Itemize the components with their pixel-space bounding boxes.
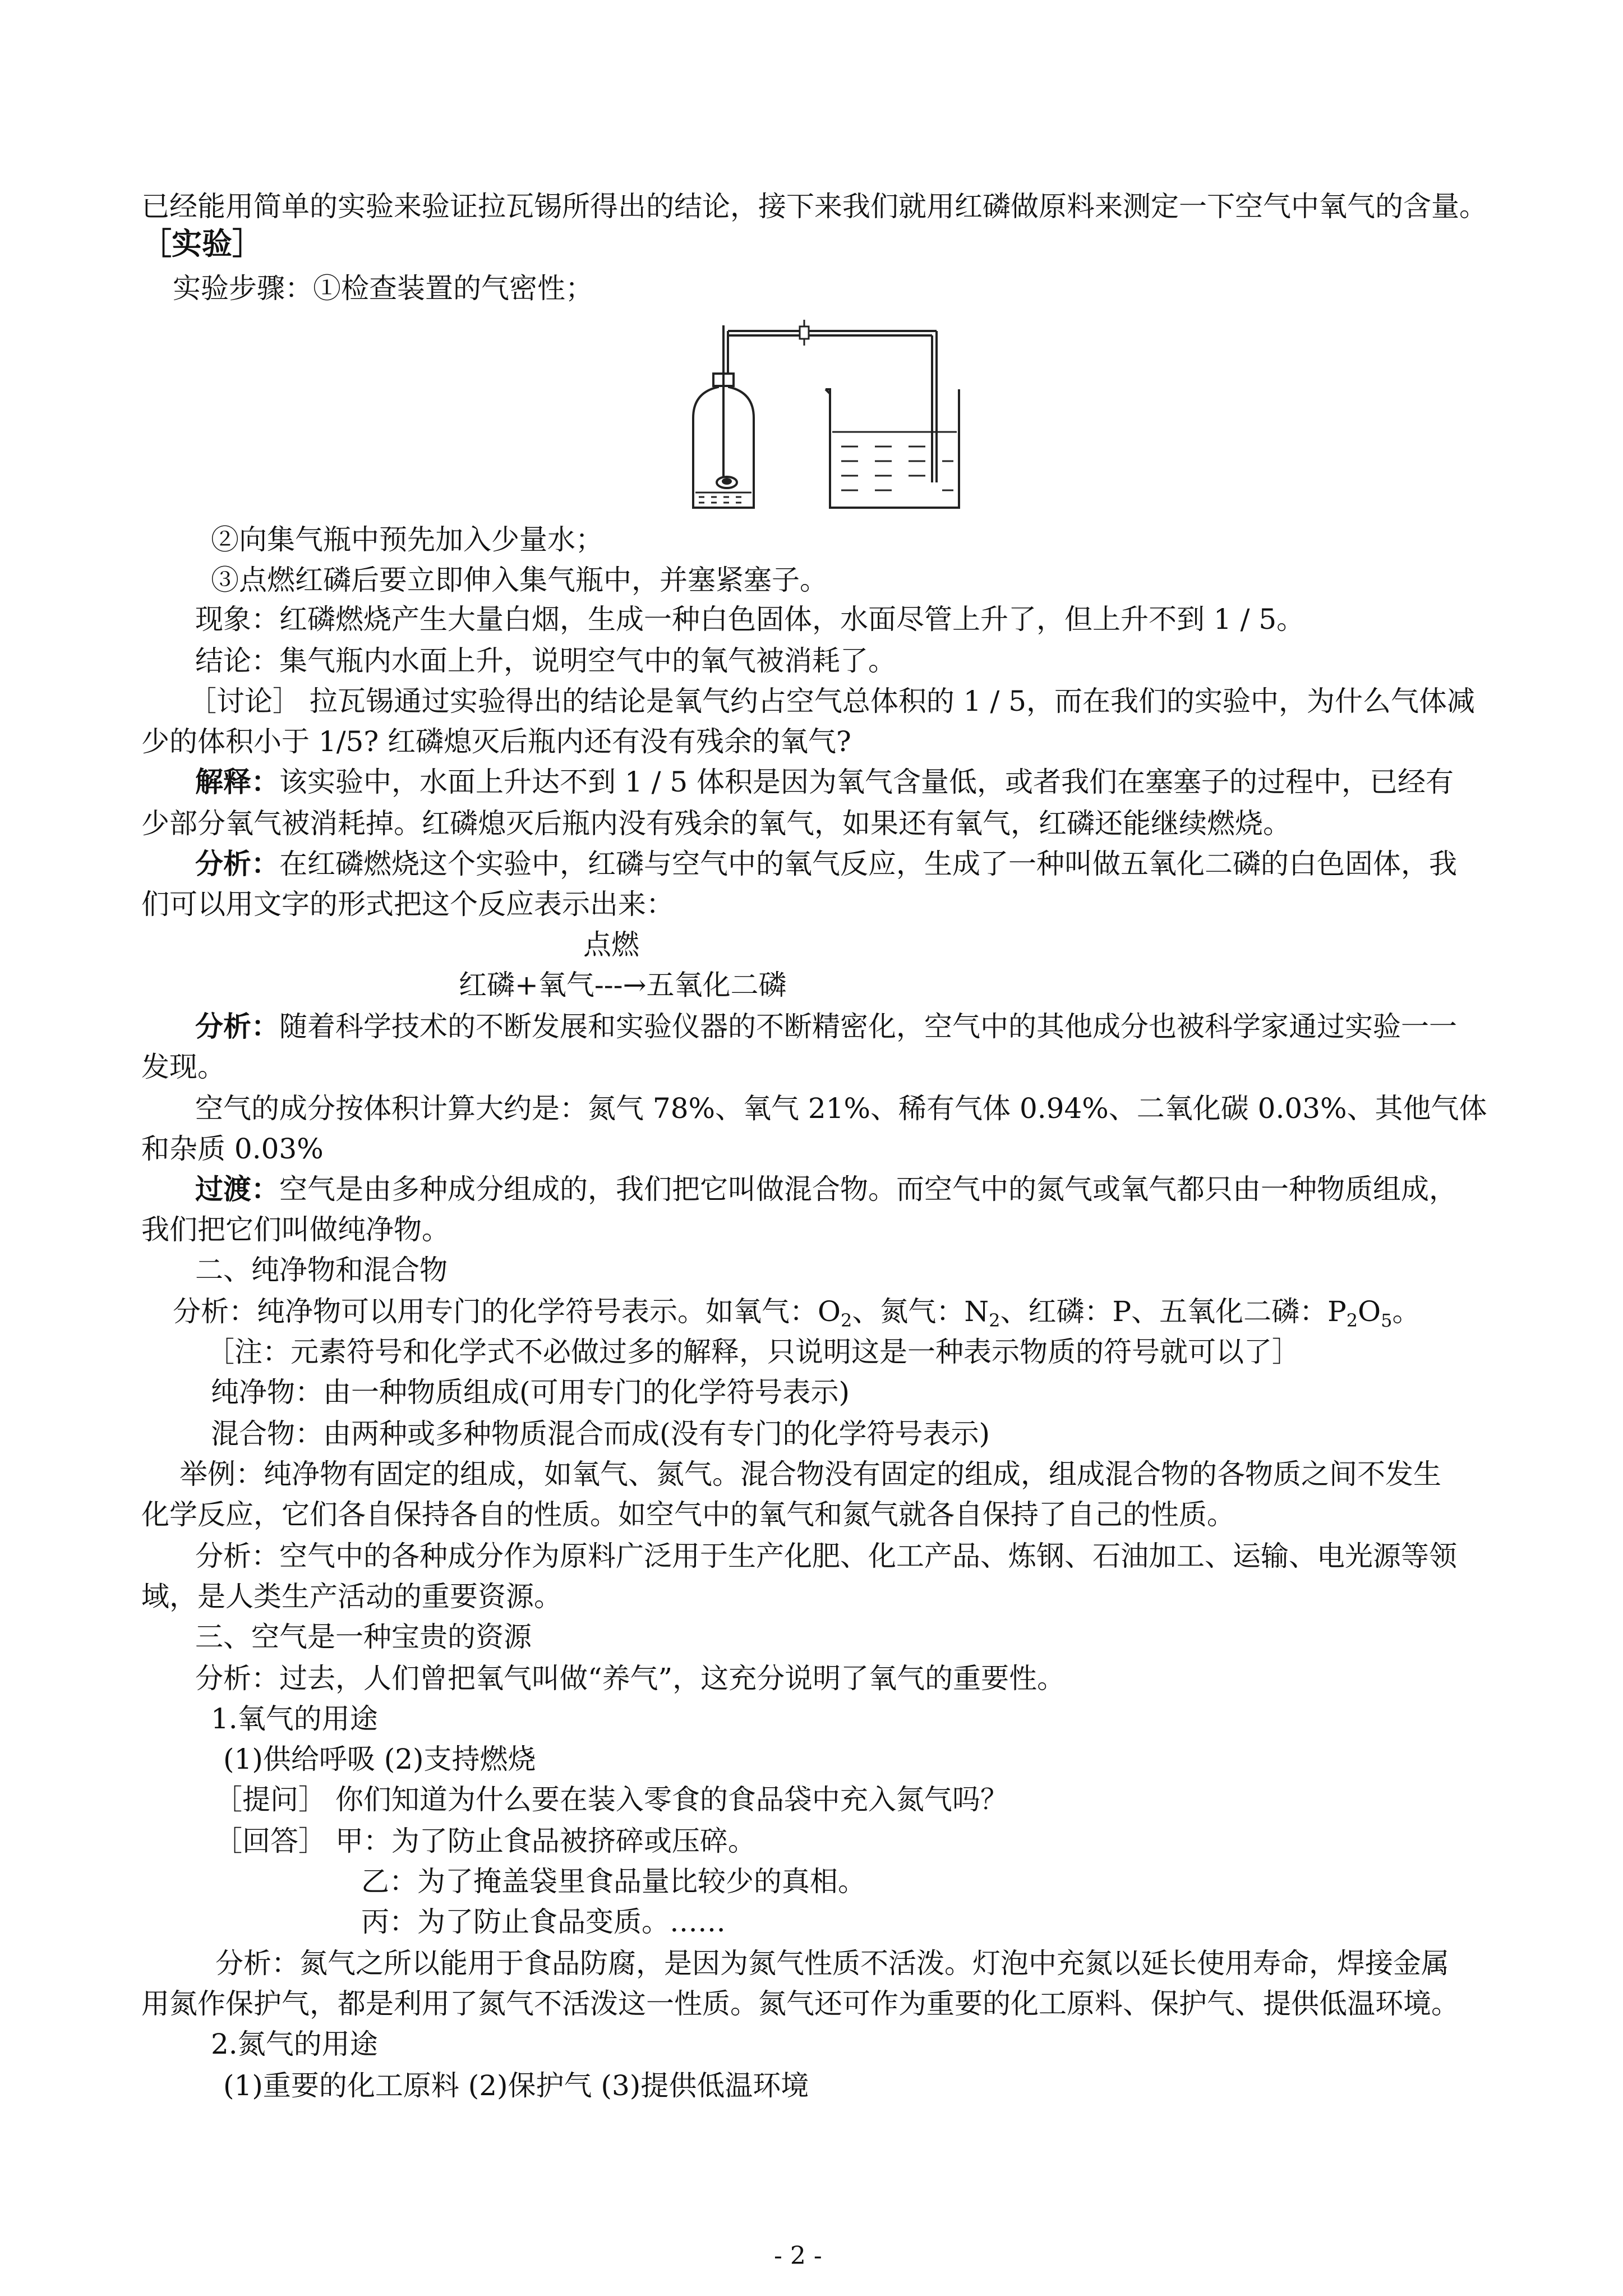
paragraph-line — [195, 1009, 1457, 1045]
paragraph-line: 分析：氮气之所以能用于食品防腐，是因为氮气性质不活泼。灯泡中充氮以延长使用寿命，焊接金属 — [215, 1947, 1449, 1980]
paragraph-line: 用氮作保护气，都是利用了氮气不活泼这一性质。氮气还可作为重要的化工原料、保护气、提供低温环境。 — [141, 1987, 1459, 2020]
subscript: 2 — [989, 1310, 1000, 1331]
explanation-label: 解释： — [195, 765, 279, 798]
apparatus-diagram — [679, 314, 970, 516]
paragraph-line — [195, 764, 1454, 800]
answer-line: 乙：为了掩盖袋里食品量比较少的真相。 — [361, 1865, 866, 1898]
paragraph-line — [195, 1171, 1457, 1207]
spoon-with-phosphorus — [717, 477, 737, 488]
paragraph-line: 少部分氧气被消耗掉。红磷熄灭后瓶内没有残余的氧气，如果还有氧气，红磷还能继续燃烧。 — [141, 807, 1291, 840]
analysis-label: 分析： — [195, 847, 279, 880]
transition-label: 过渡： — [195, 1172, 279, 1205]
paragraph-line: ［讨论］ 拉瓦锡通过实验得出的结论是氧气约占空气总体积的 1 / 5，而在我们的实验中，为什么气体减 — [188, 685, 1476, 717]
paragraph-line: 我们把它们叫做纯净物。 — [141, 1213, 450, 1246]
paragraph-line — [195, 846, 1457, 882]
paragraph-line: 分析：过去，人们曾把氧气叫做“养气”，这充分说明了氧气的重要性。 — [195, 1662, 1066, 1695]
paragraph-line: ③点燃红磷后要立即伸入集气瓶中，并塞紧塞子。 — [211, 564, 828, 596]
paragraph-line: 发现。 — [141, 1051, 225, 1083]
answer-line: ［回答］ 甲：为了防止食品被挤碎或压碎。 — [214, 1825, 756, 1857]
paragraph-line: 化学反应，它们各自保持各自的性质。如空气中的氧气和氮气就各自保持了自己的性质。 — [141, 1498, 1235, 1531]
paragraph-text: 在红磷燃烧这个实验中，红磷与空气中的氧气反应，生成了一种叫做五氧化二磷的白色固体，我 — [279, 848, 1457, 880]
paragraph-line: 实验步骤：①检查装置的气密性； — [173, 272, 593, 305]
answer-line: 丙：为了防止食品变质。…… — [361, 1906, 726, 1938]
paragraph-line: 举例：纯净物有固定的组成，如氧气、氮气。混合物没有固定的组成，组成混合物的各物质之间不发生 — [179, 1458, 1441, 1490]
page-number: - 2 - — [774, 2242, 822, 2270]
paragraph-line: 域，是人类生产活动的重要资源。 — [141, 1580, 562, 1613]
paragraph-line: 已经能用简单的实验来验证拉瓦锡所得出的结论，接下来我们就用红磷做原料来测定一下空气中氧气的含量。 — [141, 190, 1487, 223]
word-equation: 红磷+氧气---→五氧化二磷 — [459, 969, 787, 1001]
reaction-condition: 点燃 — [583, 928, 639, 961]
paragraph-text: O — [1358, 1295, 1381, 1328]
list-item: (1)供给呼吸 (2)支持燃烧 — [223, 1743, 536, 1775]
paragraph-text: 。 — [1392, 1295, 1421, 1328]
paragraph-line: 分析：空气中的各种成分作为原料广泛用于生产化肥、化工产品、炼钢、石油加工、运输、电光源等领 — [195, 1540, 1457, 1572]
list-item: (1)重要的化工原料 (2)保护气 (3)提供低温环境 — [223, 2069, 809, 2102]
paragraph-text: 随着科学技术的不断发展和实验仪器的不断精密化，空气中的其他成分也被科学家通过实验一一 — [279, 1010, 1457, 1043]
beaker-water — [832, 432, 957, 490]
analysis-label: 分析： — [195, 1010, 279, 1043]
subscript: 5 — [1381, 1310, 1393, 1331]
paragraph-text: 分析：纯净物可以用专门的化学符号表示。如氧气：O — [173, 1295, 841, 1328]
section-heading: 二、纯净物和混合物 — [195, 1254, 448, 1286]
bottle-water — [695, 493, 751, 503]
note-line: ［注：元素符号和化学式不必做过多的解释，只说明这是一种表示物质的符号就可以了］ — [206, 1336, 1300, 1368]
definition-mixture: 混合物：由两种或多种物质混合而成(没有专门的化学符号表示) — [211, 1418, 990, 1450]
section-heading-experiment: ［实验］ — [141, 226, 262, 261]
subsection-heading: 2.氮气的用途 — [211, 2028, 378, 2060]
paragraph-line: 结论：集气瓶内水面上升，说明空气中的氧气被消耗了。 — [195, 645, 896, 677]
paragraph-text: 、红磷：P、五氧化二磷：P — [1000, 1295, 1347, 1328]
paragraph-text: 空气是由多种成分组成的，我们把它叫做混合物。而空气中的氮气或氧气都只由一种物质组成， — [279, 1173, 1457, 1205]
paragraph-text: 、氮气：N — [852, 1295, 989, 1328]
paragraph-text: 该实验中，水面上升达不到 1 / 5 体积是因为氧气含量低，或者我们在塞塞子的过程中，已经有 — [279, 766, 1454, 798]
paragraph-line: ②向集气瓶中预先加入少量水； — [211, 523, 603, 556]
paragraph-line: 和杂质 0.03% — [141, 1133, 324, 1165]
subscript: 2 — [1346, 1310, 1358, 1331]
definition-pure-substance: 纯净物：由一种物质组成(可用专门的化学符号表示) — [211, 1376, 850, 1409]
question-line: ［提问］ 你们知道为什么要在装入零食的食品袋中充入氮气吗？ — [214, 1783, 1008, 1816]
paragraph-line: 现象：红磷燃烧产生大量白烟，生成一种白色固体，水面尽管上升了，但上升不到 1 / 5。 — [195, 603, 1305, 636]
clamp-icon — [800, 320, 809, 346]
paragraph-line — [173, 1294, 1420, 1338]
paragraph-line: 们可以用文字的形式把这个反应表示出来： — [141, 888, 674, 921]
section-heading: 三、空气是一种宝贵的资源 — [195, 1621, 532, 1653]
paragraph-line: 空气的成分按体积计算大约是：氮气 78%、氧气 21%、稀有气体 0.94%、二氧化碳 0.03%、其他气体 — [195, 1092, 1487, 1125]
subscript: 2 — [841, 1310, 852, 1331]
paragraph-line: 少的体积小于 1/5? 红磷熄灭后瓶内还有没有残余的氧气? — [141, 725, 851, 758]
subsection-heading: 1.氧气的用途 — [211, 1703, 378, 1735]
